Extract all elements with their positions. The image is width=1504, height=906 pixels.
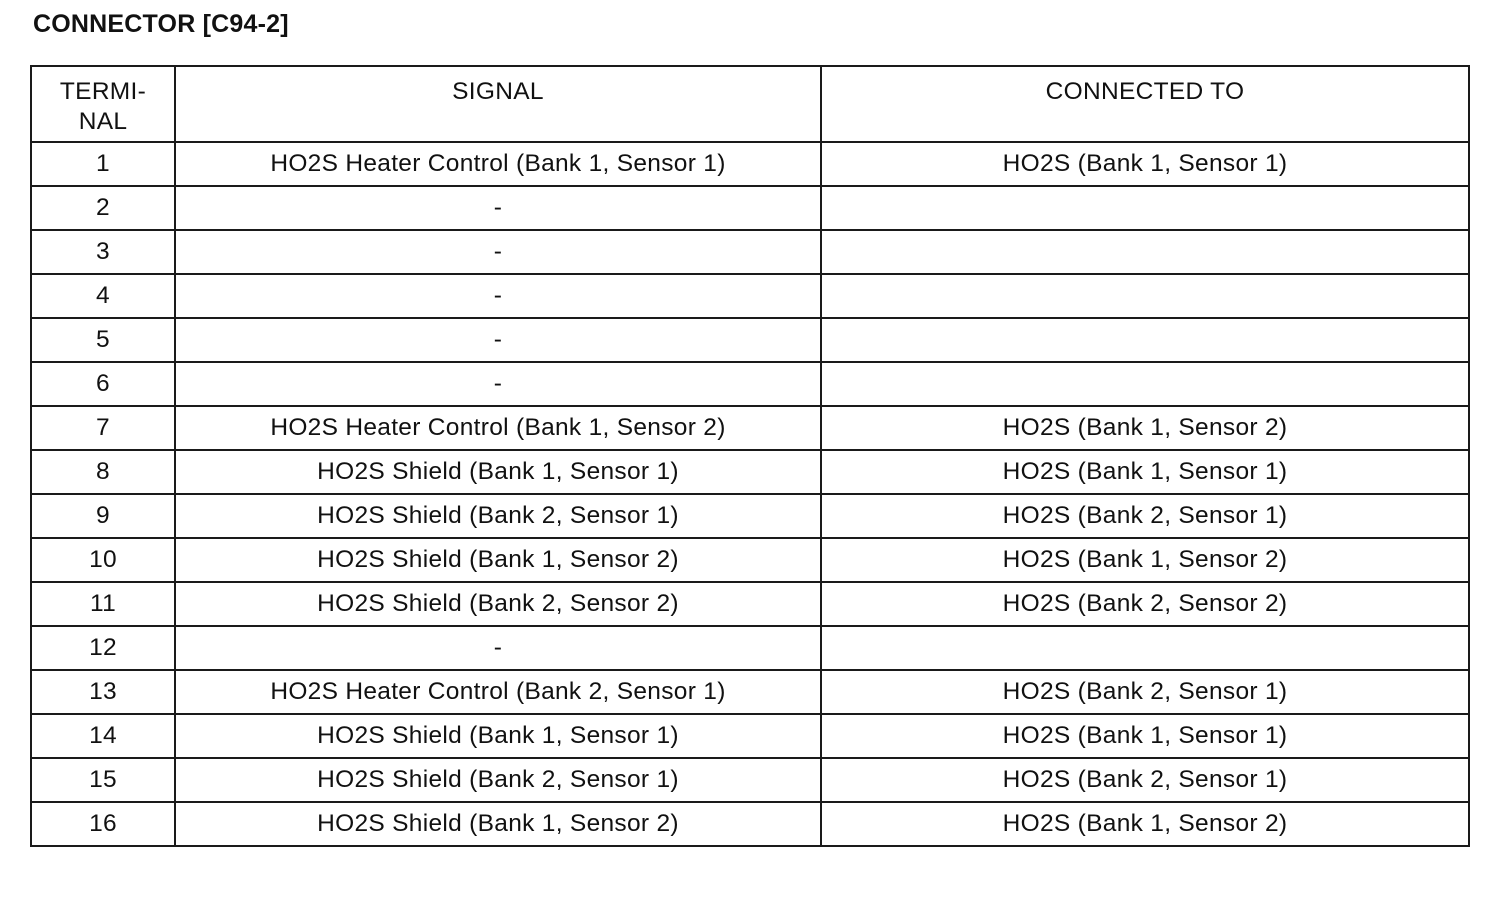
terminal-cell: 8 <box>31 450 175 494</box>
table-row <box>31 758 1469 802</box>
terminal-cell: 2 <box>31 186 175 230</box>
signal-cell: - <box>175 626 821 670</box>
connected-to-cell: HO2S (Bank 2, Sensor 1) <box>821 670 1469 714</box>
terminal-cell: 4 <box>31 274 175 318</box>
signal-cell: HO2S Shield (Bank 1, Sensor 2) <box>175 538 821 582</box>
terminal-cell: 7 <box>31 406 175 450</box>
terminal-cell: 6 <box>31 362 175 406</box>
terminal-cell: 9 <box>31 494 175 538</box>
connected-to-cell: HO2S (Bank 2, Sensor 2) <box>821 582 1469 626</box>
terminal-cell: 14 <box>31 714 175 758</box>
terminal-cell: 5 <box>31 318 175 362</box>
connected-to-cell: HO2S (Bank 1, Sensor 2) <box>821 802 1469 846</box>
signal-cell: HO2S Shield (Bank 1, Sensor 1) <box>175 714 821 758</box>
signal-cell: HO2S Shield (Bank 2, Sensor 2) <box>175 582 821 626</box>
table-body <box>31 142 1469 846</box>
signal-cell: - <box>175 186 821 230</box>
connected-to-cell <box>821 318 1469 362</box>
signal-cell: - <box>175 230 821 274</box>
signal-cell: HO2S Shield (Bank 1, Sensor 1) <box>175 450 821 494</box>
signal-cell: HO2S Heater Control (Bank 1, Sensor 2) <box>175 406 821 450</box>
table-row <box>31 802 1469 846</box>
signal-cell: - <box>175 274 821 318</box>
table-row <box>31 186 1469 230</box>
table-row <box>31 450 1469 494</box>
signal-cell: - <box>175 318 821 362</box>
signal-cell: HO2S Heater Control (Bank 1, Sensor 1) <box>175 142 821 186</box>
terminal-cell: 13 <box>31 670 175 714</box>
table-row <box>31 494 1469 538</box>
connected-to-cell <box>821 274 1469 318</box>
table-header <box>31 66 1469 142</box>
connected-to-cell <box>821 230 1469 274</box>
connector-pinout-table <box>30 65 1470 847</box>
connected-to-cell: HO2S (Bank 1, Sensor 1) <box>821 142 1469 186</box>
connector-title: CONNECTOR [C94-2] <box>33 10 289 38</box>
terminal-cell: 11 <box>31 582 175 626</box>
connected-to-cell: HO2S (Bank 1, Sensor 2) <box>821 406 1469 450</box>
header-terminal <box>31 66 175 142</box>
terminal-cell: 1 <box>31 142 175 186</box>
table-row <box>31 406 1469 450</box>
signal-cell: HO2S Heater Control (Bank 2, Sensor 1) <box>175 670 821 714</box>
terminal-cell: 12 <box>31 626 175 670</box>
header-terminal-line1: TERMI- <box>59 78 147 105</box>
header-connected-to: CONNECTED TO <box>821 66 1469 142</box>
connected-to-cell: HO2S (Bank 1, Sensor 1) <box>821 450 1469 494</box>
terminal-cell: 15 <box>31 758 175 802</box>
connected-to-cell: HO2S (Bank 2, Sensor 1) <box>821 758 1469 802</box>
header-terminal-line2: NAL <box>78 108 128 135</box>
connected-to-cell <box>821 186 1469 230</box>
table-row <box>31 626 1469 670</box>
terminal-cell: 16 <box>31 802 175 846</box>
signal-cell: HO2S Shield (Bank 1, Sensor 2) <box>175 802 821 846</box>
terminal-cell: 10 <box>31 538 175 582</box>
header-row <box>31 66 1469 142</box>
table-row <box>31 318 1469 362</box>
table-row <box>31 362 1469 406</box>
table-row <box>31 538 1469 582</box>
terminal-cell: 3 <box>31 230 175 274</box>
connected-to-cell <box>821 362 1469 406</box>
connected-to-cell: HO2S (Bank 1, Sensor 1) <box>821 714 1469 758</box>
header-signal: SIGNAL <box>175 66 821 142</box>
connected-to-cell: HO2S (Bank 2, Sensor 1) <box>821 494 1469 538</box>
connected-to-cell: HO2S (Bank 1, Sensor 2) <box>821 538 1469 582</box>
connected-to-cell <box>821 626 1469 670</box>
table-row <box>31 582 1469 626</box>
table-row <box>31 274 1469 318</box>
table-row <box>31 230 1469 274</box>
table-row <box>31 670 1469 714</box>
signal-cell: - <box>175 362 821 406</box>
signal-cell: HO2S Shield (Bank 2, Sensor 1) <box>175 494 821 538</box>
table-row <box>31 714 1469 758</box>
signal-cell: HO2S Shield (Bank 2, Sensor 1) <box>175 758 821 802</box>
table-row <box>31 142 1469 186</box>
